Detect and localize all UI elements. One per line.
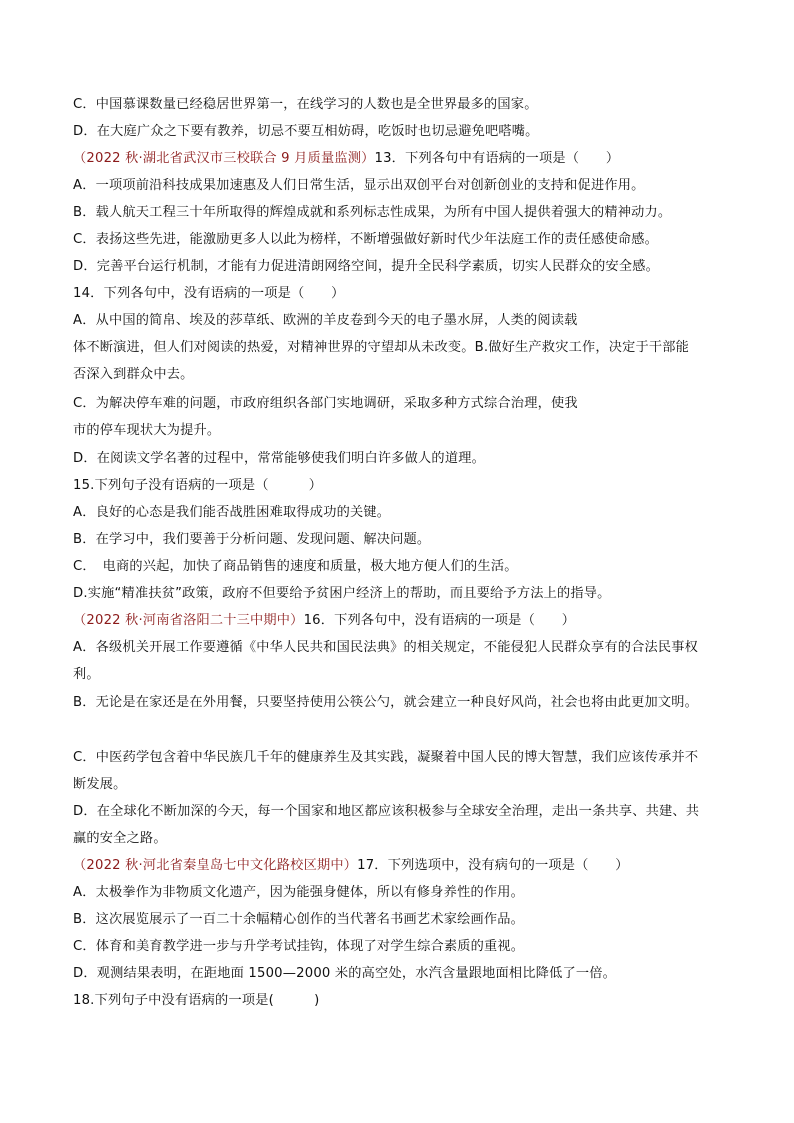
q16-option-a-line1: A．各级机关开展工作要遵循《中华人民共和国民法典》的相关规定，不能侵犯人民群众享有的合法民事权 [73,640,699,655]
q12-option-d: D．在大庭广众之下要有教养，切忌不要互相妨碍，吃饭时也切忌避免吧嗒嘴。 [73,124,539,139]
q15-option-b: B．在学习中，我们要善于分析问题、发现问题、解决问题。 [73,532,431,547]
q15-option-c: C． 电商的兴起，加快了商品销售的速度和质量，极大地方便人们的生活。 [73,559,518,574]
q17-source: （2022 秋·河北省秦皇岛七中文化路校区期中） [73,858,358,873]
q14-option-a-line2: 体不断演进，但人们对阅读的热爱，对精神世界的守望却从未改变。B.做好生产救灾工作，决定于干部能 [73,340,690,355]
q16-option-a-line2: 利。 [73,667,100,682]
q17-option-c: C．体育和美育教学进一步与升学考试挂钩，体现了对学生综合素质的重视。 [73,939,525,954]
q16-stem: 16．下列各句中，没有语病的一项是（ ） [303,613,576,628]
q16-option-c-line2: 断发展。 [73,777,127,792]
q14-option-c-line1: C．为解决停车难的问题，市政府组织各部门实地调研，采取多种方式综合治理，使我 [73,396,578,411]
q17-header [73,857,629,875]
q13-header [73,150,619,168]
q14-option-d: D．在阅读文学名著的过程中，常常能够使我们明白许多做人的道理。 [73,451,485,466]
q16-option-d-line2: 赢的安全之路。 [73,831,167,846]
q15-option-d: D.实施“精准扶贫”政策，政府不但要给予贫困户经济上的帮助，而且要给予方法上的指导。 [73,586,611,601]
q13-option-b: B．载人航天工程三十年所取得的辉煌成就和系列标志性成果，为所有中国人提供着强大的精神动力。 [73,205,672,220]
q15-stem: 15.下列句子没有语病的一项是（ ） [73,478,323,493]
q13-option-a: A．一项项前沿科技成果加速惠及人们日常生活，显示出双创平台对创新创业的支持和促进作用。 [73,178,645,193]
q17-option-d: D．观测结果表明，在距地面 1500—2000 米的高空处，水汽含量跟地面相比降低了一倍。 [73,966,617,981]
q14-stem: 14．下列各句中，没有语病的一项是（ ） [73,286,345,301]
q14-option-c-line2: 市的停车现状大为提升。 [73,423,221,438]
q17-option-b: B．这次展览展示了一百二十余幅精心创作的当代著名书画艺术家绘画作品。 [73,912,525,927]
q13-source: （2022 秋·湖北省武汉市三校联合 9 月质量监测） [73,151,375,166]
q14-option-b-line2: 否深入到群众中去。 [73,367,194,382]
q15-option-a: A．良好的心态是我们能否战胜困难取得成功的关键。 [73,505,391,520]
q13-option-c: C．表扬这些先进，能激励更多人以此为榜样，不断增强做好新时代少年法庭工作的责任感使命感。 [73,232,659,247]
q17-stem: 17．下列选项中，没有病句的一项是（ ） [357,858,629,873]
q17-option-a: A．太极拳作为非物质文化遗产，因为能强身健体，所以有修身养性的作用。 [73,885,525,900]
q12-option-c: C．中国慕课数量已经稳居世界第一，在线学习的人数也是全世界最多的国家。 [73,97,538,112]
q13-option-d: D．完善平台运行机制，才能有力促进清朗网络空间，提升全民科学素质，切实人民群众的安全感。 [73,259,660,274]
q16-source: （2022 秋·河南省洛阳二十三中期中） [73,613,304,628]
q16-option-d-line1: D．在全球化不断加深的今天，每一个国家和地区都应该积极参与全球安全治理，走出一条共享、共建、共 [73,804,700,819]
q18-stem: 18.下列句子中没有语病的一项是( ) [73,993,320,1008]
q13-stem: 13．下列各句中有语病的一项是（ ） [374,151,620,166]
q14-option-a-line1: A．从中国的简帛、埃及的莎草纸、欧洲的羊皮卷到今天的电子墨水屏，人类的阅读载 [73,313,578,328]
q16-option-b: B．无论是在家还是在外用餐，只要坚持使用公筷公勺，就会建立一种良好风尚，社会也将由此更加文明。 [73,695,699,710]
q16-header [73,612,575,630]
q16-option-c-line1: C．中医药学包含着中华民族几千年的健康养生及其实践，凝聚着中国人民的博大智慧，我们应该传承并不 [73,750,699,765]
